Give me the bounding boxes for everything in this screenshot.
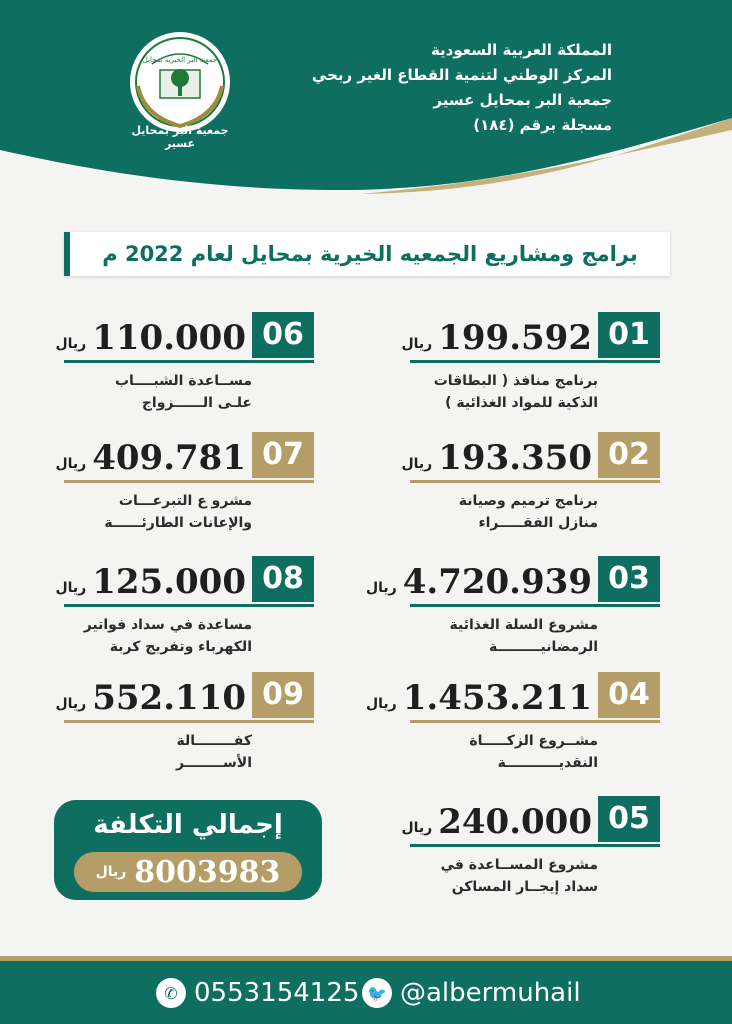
footer-phone[interactable] — [156, 975, 359, 1011]
description-line: مشروع المســاعدة في — [440, 857, 598, 873]
association-logo — [124, 26, 236, 138]
program-description — [408, 730, 598, 774]
header — [0, 0, 732, 200]
program-amount — [402, 312, 592, 358]
divider — [410, 844, 660, 847]
currency-label: ريال — [55, 456, 87, 472]
program-description — [62, 730, 252, 774]
program-number: 02 — [598, 432, 660, 478]
program-amount — [402, 432, 592, 478]
program-item-07 — [54, 432, 314, 552]
total-cost-box — [54, 800, 322, 900]
description-line: برنامج ترميم وصيانة — [458, 493, 598, 509]
program-item-08 — [54, 556, 314, 676]
program-number: 04 — [598, 672, 660, 718]
divider — [410, 480, 660, 483]
amount-value: 199.592 — [438, 318, 592, 358]
header-line-country: المملكة العربية السعودية — [430, 41, 612, 59]
currency-label: ريال — [401, 820, 433, 836]
description-line: الرمضانيـــــــــة — [488, 639, 598, 655]
divider — [410, 360, 660, 363]
divider — [64, 720, 314, 723]
description-line: كفــــــــالة — [176, 733, 252, 749]
currency-label: ريال — [55, 336, 87, 352]
twitter-icon: 🐦 — [362, 978, 392, 1008]
currency-label: ريال — [55, 696, 87, 712]
description-line: علـى الــــــزواج — [141, 395, 252, 411]
amount-value: 110.000 — [92, 318, 246, 358]
program-item-04 — [365, 672, 660, 792]
logo-ring-text: جمعية البر الخيرية بمحايل — [142, 56, 218, 64]
description-line: مســاعدة الشبــــاب — [114, 373, 252, 389]
program-amount — [56, 312, 246, 358]
currency-label: ريال — [95, 864, 127, 880]
divider — [410, 604, 660, 607]
amount-value: 240.000 — [438, 802, 592, 842]
description-line: النقديـــــــــــة — [497, 755, 598, 771]
program-item-09 — [54, 672, 314, 792]
description-line: برنامج منافذ ( البطاقات — [433, 373, 598, 389]
amount-value: 193.350 — [438, 438, 592, 478]
program-number: 05 — [598, 796, 660, 842]
divider — [410, 720, 660, 723]
program-description — [62, 370, 252, 414]
program-amount — [365, 556, 592, 602]
program-item-01 — [400, 312, 660, 432]
program-number: 03 — [598, 556, 660, 602]
page-title-bar — [64, 232, 670, 276]
header-line-center: المركز الوطني لتنمية القطاع الغير ربحي — [311, 66, 612, 84]
program-description — [408, 490, 598, 534]
phone-number: 0553154125 — [194, 978, 360, 1008]
program-number: 09 — [252, 672, 314, 718]
whatsapp-icon: ✆ — [156, 978, 186, 1008]
program-number: 01 — [598, 312, 660, 358]
amount-value: 409.781 — [92, 438, 246, 478]
divider — [64, 604, 314, 607]
footer-twitter[interactable] — [362, 975, 581, 1011]
total-cost-label: إجمالي التكلفة — [93, 810, 283, 840]
program-number: 07 — [252, 432, 314, 478]
logo-caption: جمعية البر بمحايل عسير — [131, 124, 229, 150]
amount-value: 4.720.939 — [402, 562, 592, 602]
description-line: مشروع السلة الغذائية — [449, 617, 598, 633]
program-description — [62, 490, 252, 534]
amount-value: 552.110 — [92, 678, 246, 718]
program-description — [408, 614, 598, 658]
description-line: الذكية للمواد الغذائية ) — [445, 395, 598, 411]
program-description — [408, 370, 598, 414]
program-description — [408, 854, 598, 898]
divider — [64, 360, 314, 363]
page-title: برامج ومشاريع الجمعيه الخيرية بمحايل لعام 2022 م — [102, 242, 638, 266]
program-item-02 — [400, 432, 660, 552]
description-line: الكهرباء وتفريج كربة — [109, 639, 252, 655]
program-amount — [365, 672, 592, 718]
total-cost-pill — [74, 852, 302, 892]
currency-label: ريال — [401, 336, 433, 352]
program-amount — [56, 556, 246, 602]
amount-value: 125.000 — [92, 562, 246, 602]
currency-label: ريال — [55, 580, 87, 596]
program-amount — [56, 432, 246, 478]
program-item-05 — [400, 796, 660, 916]
program-number: 06 — [252, 312, 314, 358]
twitter-handle: @albermuhail — [400, 978, 581, 1008]
description-line: مشــروع الزكـــــاة — [469, 733, 598, 749]
program-amount — [402, 796, 592, 842]
currency-label: ريال — [365, 696, 397, 712]
divider — [64, 480, 314, 483]
program-number: 08 — [252, 556, 314, 602]
description-line: منازل الفقـــــراء — [478, 515, 598, 531]
description-line: سداد إيجــار المساكن — [451, 879, 598, 895]
program-item-03 — [365, 556, 660, 676]
description-line: مساعدة في سداد فواتير — [83, 617, 252, 633]
program-item-06 — [54, 312, 314, 432]
header-line-association: جمعية البر بمحايل عسير — [433, 91, 612, 109]
header-text — [252, 38, 612, 138]
currency-label: ريال — [401, 456, 433, 472]
description-line: مشرو ع التبرعـــات — [118, 493, 252, 509]
header-line-registration: مسجلة برقم (١٨٤) — [473, 116, 612, 134]
currency-label: ريال — [365, 580, 397, 596]
description-line: الأســــــــر — [176, 755, 252, 771]
description-line: والإعانات الطارئــــــة — [104, 515, 252, 531]
program-description — [62, 614, 252, 658]
amount-value: 1.453.211 — [402, 678, 592, 718]
program-amount — [56, 672, 246, 718]
total-cost-value: 8003983 — [134, 854, 281, 890]
footer — [0, 956, 732, 1024]
